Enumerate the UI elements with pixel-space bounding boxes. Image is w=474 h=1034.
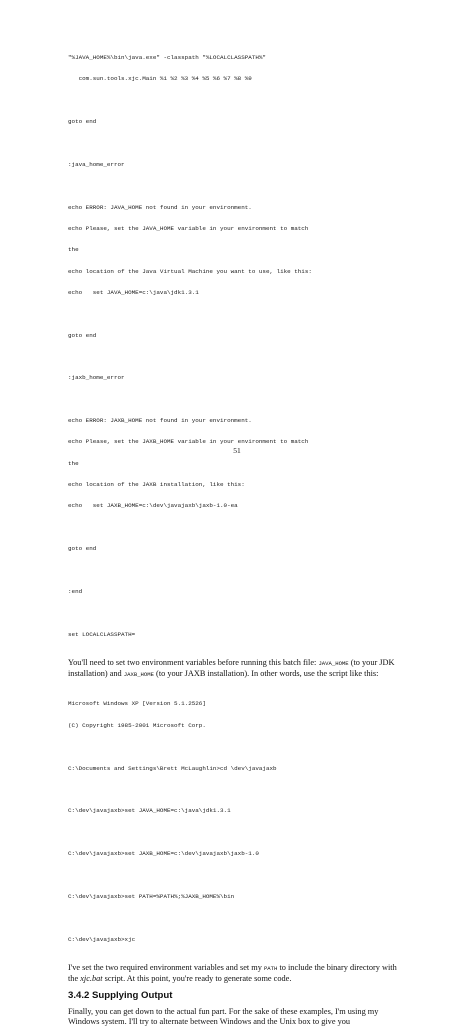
paragraph-text: to include the binary directory with the: [68, 962, 397, 984]
code-line: :end: [68, 587, 83, 595]
code-blank-line: [68, 743, 408, 750]
code-line: goto end: [68, 118, 97, 126]
code-line: the: [68, 459, 79, 467]
code-line: :jaxb_home_error: [68, 374, 125, 382]
inline-filename: xjc.bat: [80, 974, 103, 984]
code-line: goto end: [68, 545, 97, 553]
code-line: echo location of the Java Virtual Machine you want to use, like this:: [68, 267, 312, 275]
code-blank-line: [68, 524, 408, 531]
paragraph-env-variables: [68, 658, 408, 680]
code-blank-line: [68, 609, 408, 616]
code-blank-line: [68, 786, 408, 793]
code-blank-line: [68, 396, 408, 403]
batch-script-code-block: [68, 40, 408, 652]
code-line: Microsoft Windows XP [Version 5.1.2526]: [68, 700, 206, 708]
code-line: goto end: [68, 331, 97, 339]
page-number: 51: [233, 446, 241, 455]
code-line: echo ERROR: JAXB_HOME not found in your environment.: [68, 417, 252, 425]
paragraph-path-setup: [68, 963, 408, 984]
code-line: echo set JAXB_HOME=c:\dev\javajaxb\jaxb-1.0-ea: [68, 502, 238, 510]
code-blank-line: [68, 566, 408, 573]
paragraph-text: (to your JAXB installation). In other words, use the script like this:: [153, 669, 379, 679]
code-line: C:\dev\javajaxb>set PATH=%PATH%;%JAXB_HOME%\bin: [68, 892, 235, 900]
code-line: the: [68, 246, 79, 254]
page-content: [68, 40, 408, 1034]
code-line: C:\dev\javajaxb>set JAVA_HOME=c:\java\jdk1.3.1: [68, 807, 231, 815]
code-line: C:\dev\javajaxb>set JAXB_HOME=c:\dev\javajaxb\jaxb-1.0: [68, 850, 259, 858]
paragraph-supplying-output: Finally, you can get down to the actual fun part. For the sake of these examples, I'm using my Windows system. I'll try to alternate between Windows and the Unix box to give you: [68, 1007, 379, 1027]
code-blank-line: [68, 871, 408, 878]
code-line: (C) Copyright 1985-2001 Microsoft Corp.: [68, 721, 206, 729]
code-blank-line: [68, 97, 408, 104]
section-heading: 3.4.2 Supplying Output: [68, 990, 173, 1002]
code-line: echo Please, set the JAVA_HOME variable in your environment to match: [68, 225, 309, 233]
code-blank-line: [68, 914, 408, 921]
code-blank-line: [68, 353, 408, 360]
inline-code: JAXB_HOME: [123, 671, 154, 679]
inline-code: JAVA_HOME: [318, 659, 349, 667]
paragraph-text: (to your JDK installation) and: [68, 657, 395, 679]
code-line: set LOCALCLASSPATH=: [68, 630, 136, 638]
paragraph-text: You'll need to set two environment variables before running this batch file:: [68, 657, 319, 667]
code-line: echo ERROR: JAVA_HOME not found in your environment.: [68, 203, 252, 211]
paragraph-text: I've set the two required environment variables and set my: [68, 962, 264, 972]
inline-code: PATH: [263, 964, 278, 972]
paragraph-text: script. At this point, you're ready to generate some code.: [102, 974, 292, 984]
code-line: echo Please, set the JAXB_HOME variable in your environment to match: [68, 438, 309, 446]
code-line: "%JAVA_HOME%\bin\java.exe" -classpath "%LOCALCLASSPATH%": [68, 54, 266, 62]
code-line: C:\dev\javajaxb>xjc: [68, 935, 136, 943]
code-line: :java_home_error: [68, 161, 125, 168]
code-blank-line: [68, 140, 408, 147]
code-blank-line: [68, 829, 408, 836]
code-blank-line: [68, 310, 408, 317]
code-line: echo set JAVA_HOME=c:\java\jdk1.3.1: [68, 288, 199, 296]
code-line: echo location of the JAXB installation, like this:: [68, 481, 245, 489]
console-session-code-block: [68, 686, 408, 957]
code-blank-line: [68, 182, 408, 189]
code-line: C:\Documents and Settings\Brett McLaughlin>cd \dev\javajaxb: [68, 764, 277, 772]
code-line: com.sun.tools.xjc.Main %1 %2 %3 %4 %5 %6 %7 %8 %9: [68, 75, 252, 83]
